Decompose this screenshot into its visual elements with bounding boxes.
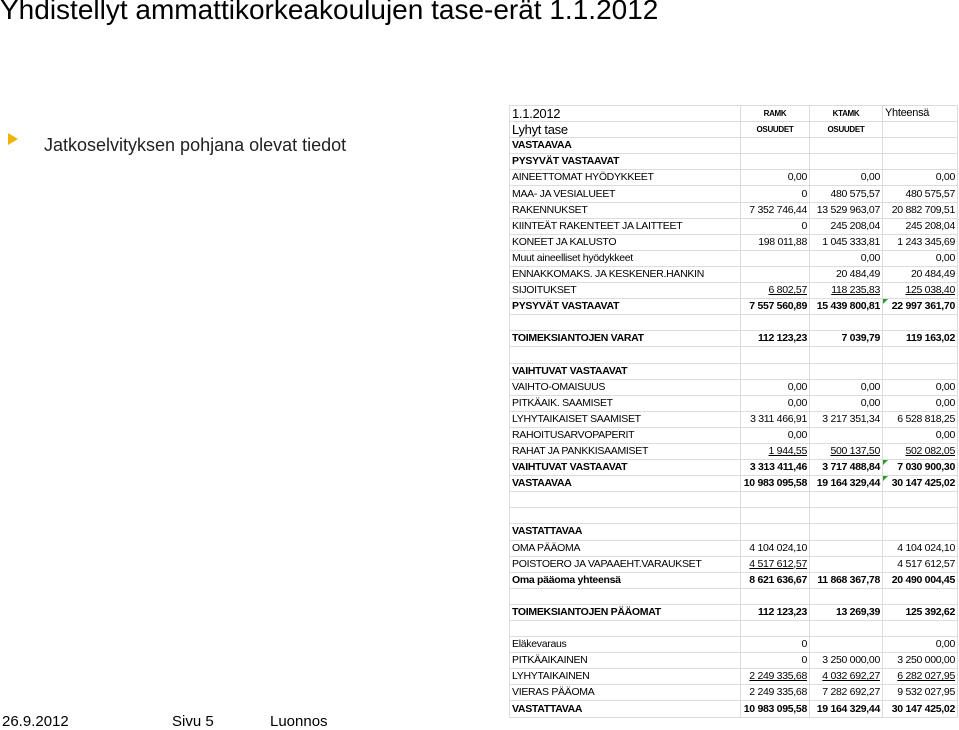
spacer-row bbox=[510, 508, 958, 524]
total-value: 22 997 361,70 bbox=[883, 299, 958, 315]
total-value bbox=[883, 347, 958, 363]
table-row bbox=[510, 604, 958, 620]
ramk-value: 0,00 bbox=[741, 395, 810, 411]
row-label: Oma pääoma yhteensä bbox=[510, 572, 741, 588]
ktamk-value: 118 235,83 bbox=[810, 283, 883, 299]
row-label bbox=[510, 492, 741, 508]
ktamk-value bbox=[810, 154, 883, 170]
total-value: 480 575,57 bbox=[883, 186, 958, 202]
ramk-value: 4 104 024,10 bbox=[741, 540, 810, 556]
total-value bbox=[883, 492, 958, 508]
total-value: 0,00 bbox=[883, 170, 958, 186]
total-value: 4 104 024,10 bbox=[883, 540, 958, 556]
ramk-value: 2 249 335,68 bbox=[741, 685, 810, 701]
ktamk-value bbox=[810, 556, 883, 572]
total-value: 30 147 425,02 bbox=[883, 701, 958, 717]
ktamk-value bbox=[810, 524, 883, 540]
row-label bbox=[510, 315, 741, 331]
footer-status: Luonnos bbox=[270, 713, 328, 730]
row-label: VASTATTAVAA bbox=[510, 524, 741, 540]
row-label bbox=[510, 508, 741, 524]
ramk-value: 7 352 746,44 bbox=[741, 202, 810, 218]
ramk-value: 1 944,55 bbox=[741, 443, 810, 459]
total-value bbox=[883, 524, 958, 540]
table-row bbox=[510, 524, 958, 540]
comment-marker-icon bbox=[883, 299, 888, 304]
ktamk-value: 3 717 488,84 bbox=[810, 460, 883, 476]
row-label: LYHYTAIKAISET SAAMISET bbox=[510, 411, 741, 427]
row-label: VASTAAVAA bbox=[510, 138, 741, 154]
table-row bbox=[510, 427, 958, 443]
table-row bbox=[510, 540, 958, 556]
col-ktamk: KTAMK bbox=[810, 106, 883, 122]
row-label: KONEET JA KALUSTO bbox=[510, 234, 741, 250]
sheet-subtitle: Lyhyt tase bbox=[510, 122, 741, 138]
total-value bbox=[883, 363, 958, 379]
row-label: SIJOITUKSET bbox=[510, 283, 741, 299]
ramk-value: 0,00 bbox=[741, 170, 810, 186]
table-row bbox=[510, 266, 958, 282]
table-row bbox=[510, 443, 958, 459]
ramk-value: 3 313 411,46 bbox=[741, 460, 810, 476]
total-value: 0,00 bbox=[883, 637, 958, 653]
total-value: 20 882 709,51 bbox=[883, 202, 958, 218]
ktamk-value bbox=[810, 540, 883, 556]
table-row bbox=[510, 556, 958, 572]
ramk-value: 0 bbox=[741, 637, 810, 653]
total-value: 4 517 612,57 bbox=[883, 556, 958, 572]
sub-total-empty bbox=[883, 122, 958, 138]
ktamk-value: 19 164 329,44 bbox=[810, 476, 883, 492]
ktamk-value: 19 164 329,44 bbox=[810, 701, 883, 717]
row-label: VAIHTO-OMAISUUS bbox=[510, 379, 741, 395]
ramk-value: 7 557 560,89 bbox=[741, 299, 810, 315]
sub-ktamk: OSUUDET bbox=[810, 122, 883, 138]
table-row bbox=[510, 653, 958, 669]
table-row bbox=[510, 395, 958, 411]
spacer-row bbox=[510, 315, 958, 331]
ramk-value: 112 123,23 bbox=[741, 604, 810, 620]
table-row bbox=[510, 685, 958, 701]
ktamk-value: 480 575,57 bbox=[810, 186, 883, 202]
spacer-row bbox=[510, 347, 958, 363]
col-total: Yhteensä bbox=[883, 106, 958, 122]
ktamk-value bbox=[810, 508, 883, 524]
table-row bbox=[510, 218, 958, 234]
footer-page: Sivu 5 bbox=[172, 713, 214, 730]
row-label bbox=[510, 621, 741, 637]
total-value: 1 243 345,69 bbox=[883, 234, 958, 250]
ktamk-value: 13 529 963,07 bbox=[810, 202, 883, 218]
total-value: 20 490 004,45 bbox=[883, 572, 958, 588]
ktamk-value: 3 217 351,34 bbox=[810, 411, 883, 427]
ktamk-value: 20 484,49 bbox=[810, 266, 883, 282]
ktamk-value: 3 250 000,00 bbox=[810, 653, 883, 669]
row-label: Muut aineelliset hyödykkeet bbox=[510, 250, 741, 266]
total-value bbox=[883, 621, 958, 637]
row-label: TOIMEKSIANTOJEN PÄÄOMAT bbox=[510, 604, 741, 620]
ktamk-value: 0,00 bbox=[810, 395, 883, 411]
row-label: RAKENNUKSET bbox=[510, 202, 741, 218]
ramk-value bbox=[741, 250, 810, 266]
row-label: PITKÄAIK. SAAMISET bbox=[510, 395, 741, 411]
row-label: RAHAT JA PANKKISAAMISET bbox=[510, 443, 741, 459]
ktamk-value bbox=[810, 427, 883, 443]
subheader-row bbox=[510, 122, 958, 138]
ktamk-value: 7 282 692,27 bbox=[810, 685, 883, 701]
spacer-row bbox=[510, 492, 958, 508]
total-value: 0,00 bbox=[883, 379, 958, 395]
table-row bbox=[510, 379, 958, 395]
total-value: 0,00 bbox=[883, 427, 958, 443]
table-row bbox=[510, 250, 958, 266]
ktamk-value: 15 439 800,81 bbox=[810, 299, 883, 315]
table-row bbox=[510, 572, 958, 588]
ktamk-value: 0,00 bbox=[810, 250, 883, 266]
sub-ramk: OSUUDET bbox=[741, 122, 810, 138]
table-row bbox=[510, 363, 958, 379]
table-row bbox=[510, 476, 958, 492]
ramk-value bbox=[741, 524, 810, 540]
ramk-value: 2 249 335,68 bbox=[741, 669, 810, 685]
table-row bbox=[510, 202, 958, 218]
table-row bbox=[510, 170, 958, 186]
total-value: 9 532 027,95 bbox=[883, 685, 958, 701]
header-row bbox=[510, 106, 958, 122]
table-row bbox=[510, 701, 958, 717]
ktamk-value: 0,00 bbox=[810, 379, 883, 395]
ramk-value: 3 311 466,91 bbox=[741, 411, 810, 427]
row-label: PYSYVÄT VASTAAVAT bbox=[510, 154, 741, 170]
row-label: VASTAAVAA bbox=[510, 476, 741, 492]
table-row bbox=[510, 154, 958, 170]
ramk-value: 4 517 612,57 bbox=[741, 556, 810, 572]
row-label: OMA PÄÄOMA bbox=[510, 540, 741, 556]
total-value: 7 030 900,30 bbox=[883, 460, 958, 476]
ramk-value: 0,00 bbox=[741, 379, 810, 395]
sheet-date: 1.1.2012 bbox=[510, 106, 741, 122]
ktamk-value bbox=[810, 363, 883, 379]
total-value: 125 038,40 bbox=[883, 283, 958, 299]
total-value: 119 163,02 bbox=[883, 331, 958, 347]
table-row bbox=[510, 299, 958, 315]
ktamk-value bbox=[810, 347, 883, 363]
total-value bbox=[883, 315, 958, 331]
ktamk-value: 4 032 692,27 bbox=[810, 669, 883, 685]
ramk-value: 0 bbox=[741, 653, 810, 669]
ramk-value: 6 802,57 bbox=[741, 283, 810, 299]
ktamk-value: 11 868 367,78 bbox=[810, 572, 883, 588]
col-ramk: RAMK bbox=[741, 106, 810, 122]
total-value bbox=[883, 588, 958, 604]
row-label: VAIHTUVAT VASTAAVAT bbox=[510, 460, 741, 476]
row-label bbox=[510, 347, 741, 363]
ramk-value: 10 983 095,58 bbox=[741, 701, 810, 717]
ramk-value bbox=[741, 138, 810, 154]
ramk-value bbox=[741, 154, 810, 170]
bullet-text: Jatkoselvityksen pohjana olevat tiedot bbox=[44, 135, 347, 155]
row-label: VAIHTUVAT VASTAAVAT bbox=[510, 363, 741, 379]
row-label: PITKÄAIKAINEN bbox=[510, 653, 741, 669]
row-label: Eläkevaraus bbox=[510, 637, 741, 653]
ramk-value: 198 011,88 bbox=[741, 234, 810, 250]
table-row bbox=[510, 331, 958, 347]
ramk-value: 0,00 bbox=[741, 427, 810, 443]
footer-date: 26.9.2012 bbox=[2, 713, 69, 730]
ramk-value bbox=[741, 315, 810, 331]
spacer-row bbox=[510, 621, 958, 637]
table-row bbox=[510, 637, 958, 653]
total-value: 502 082,05 bbox=[883, 443, 958, 459]
ramk-value: 8 621 636,67 bbox=[741, 572, 810, 588]
row-label: LYHYTAIKAINEN bbox=[510, 669, 741, 685]
total-value bbox=[883, 138, 958, 154]
row-label: RAHOITUSARVOPAPERIT bbox=[510, 427, 741, 443]
total-value: 125 392,62 bbox=[883, 604, 958, 620]
row-label: ENNAKKOMAKS. JA KESKENER.HANKIN bbox=[510, 266, 741, 282]
row-label bbox=[510, 588, 741, 604]
table-row bbox=[510, 234, 958, 250]
table-row bbox=[510, 186, 958, 202]
row-label: AINEETTOMAT HYÖDYKKEET bbox=[510, 170, 741, 186]
table-row bbox=[510, 283, 958, 299]
total-value: 0,00 bbox=[883, 395, 958, 411]
balance-sheet bbox=[509, 105, 957, 718]
ramk-value: 10 983 095,58 bbox=[741, 476, 810, 492]
total-value: 6 528 818,25 bbox=[883, 411, 958, 427]
ktamk-value: 0,00 bbox=[810, 170, 883, 186]
ktamk-value bbox=[810, 588, 883, 604]
ktamk-value bbox=[810, 315, 883, 331]
row-label: MAA- JA VESIALUEET bbox=[510, 186, 741, 202]
total-value: 30 147 425,02 bbox=[883, 476, 958, 492]
total-value: 0,00 bbox=[883, 250, 958, 266]
spacer-row bbox=[510, 588, 958, 604]
ktamk-value: 13 269,39 bbox=[810, 604, 883, 620]
ramk-value: 112 123,23 bbox=[741, 331, 810, 347]
ktamk-value: 245 208,04 bbox=[810, 218, 883, 234]
total-value: 245 208,04 bbox=[883, 218, 958, 234]
ktamk-value: 7 039,79 bbox=[810, 331, 883, 347]
ktamk-value bbox=[810, 637, 883, 653]
row-label: VASTATTAVAA bbox=[510, 701, 741, 717]
ramk-value bbox=[741, 588, 810, 604]
ramk-value bbox=[741, 508, 810, 524]
ktamk-value bbox=[810, 492, 883, 508]
ramk-value: 0 bbox=[741, 186, 810, 202]
ramk-value bbox=[741, 492, 810, 508]
total-value: 3 250 000,00 bbox=[883, 653, 958, 669]
table-row bbox=[510, 460, 958, 476]
total-value bbox=[883, 154, 958, 170]
row-label: PYSYVÄT VASTAAVAT bbox=[510, 299, 741, 315]
table-row bbox=[510, 411, 958, 427]
comment-marker-icon bbox=[883, 460, 888, 465]
row-label: KIINTEÄT RAKENTEET JA LAITTEET bbox=[510, 218, 741, 234]
bullet-arrow-icon bbox=[8, 133, 18, 145]
page-title: Yhdistellyt ammattikorkeakoulujen tase-erät 1.1.2012 bbox=[0, 0, 659, 25]
total-value: 20 484,49 bbox=[883, 266, 958, 282]
ramk-value bbox=[741, 347, 810, 363]
ktamk-value: 1 045 333,81 bbox=[810, 234, 883, 250]
ramk-value bbox=[741, 621, 810, 637]
ktamk-value bbox=[810, 621, 883, 637]
balance-table bbox=[509, 105, 958, 718]
row-label: POISTOERO JA VAPAAEHT.VARAUKSET bbox=[510, 556, 741, 572]
table-row bbox=[510, 669, 958, 685]
ktamk-value bbox=[810, 138, 883, 154]
row-label: VIERAS PÄÄOMA bbox=[510, 685, 741, 701]
total-value bbox=[883, 508, 958, 524]
row-label: TOIMEKSIANTOJEN VARAT bbox=[510, 331, 741, 347]
comment-marker-icon bbox=[883, 476, 888, 481]
ramk-value: 0 bbox=[741, 218, 810, 234]
total-value: 6 282 027,95 bbox=[883, 669, 958, 685]
ktamk-value: 500 137,50 bbox=[810, 443, 883, 459]
table-row bbox=[510, 138, 958, 154]
ramk-value bbox=[741, 363, 810, 379]
ramk-value bbox=[741, 266, 810, 282]
